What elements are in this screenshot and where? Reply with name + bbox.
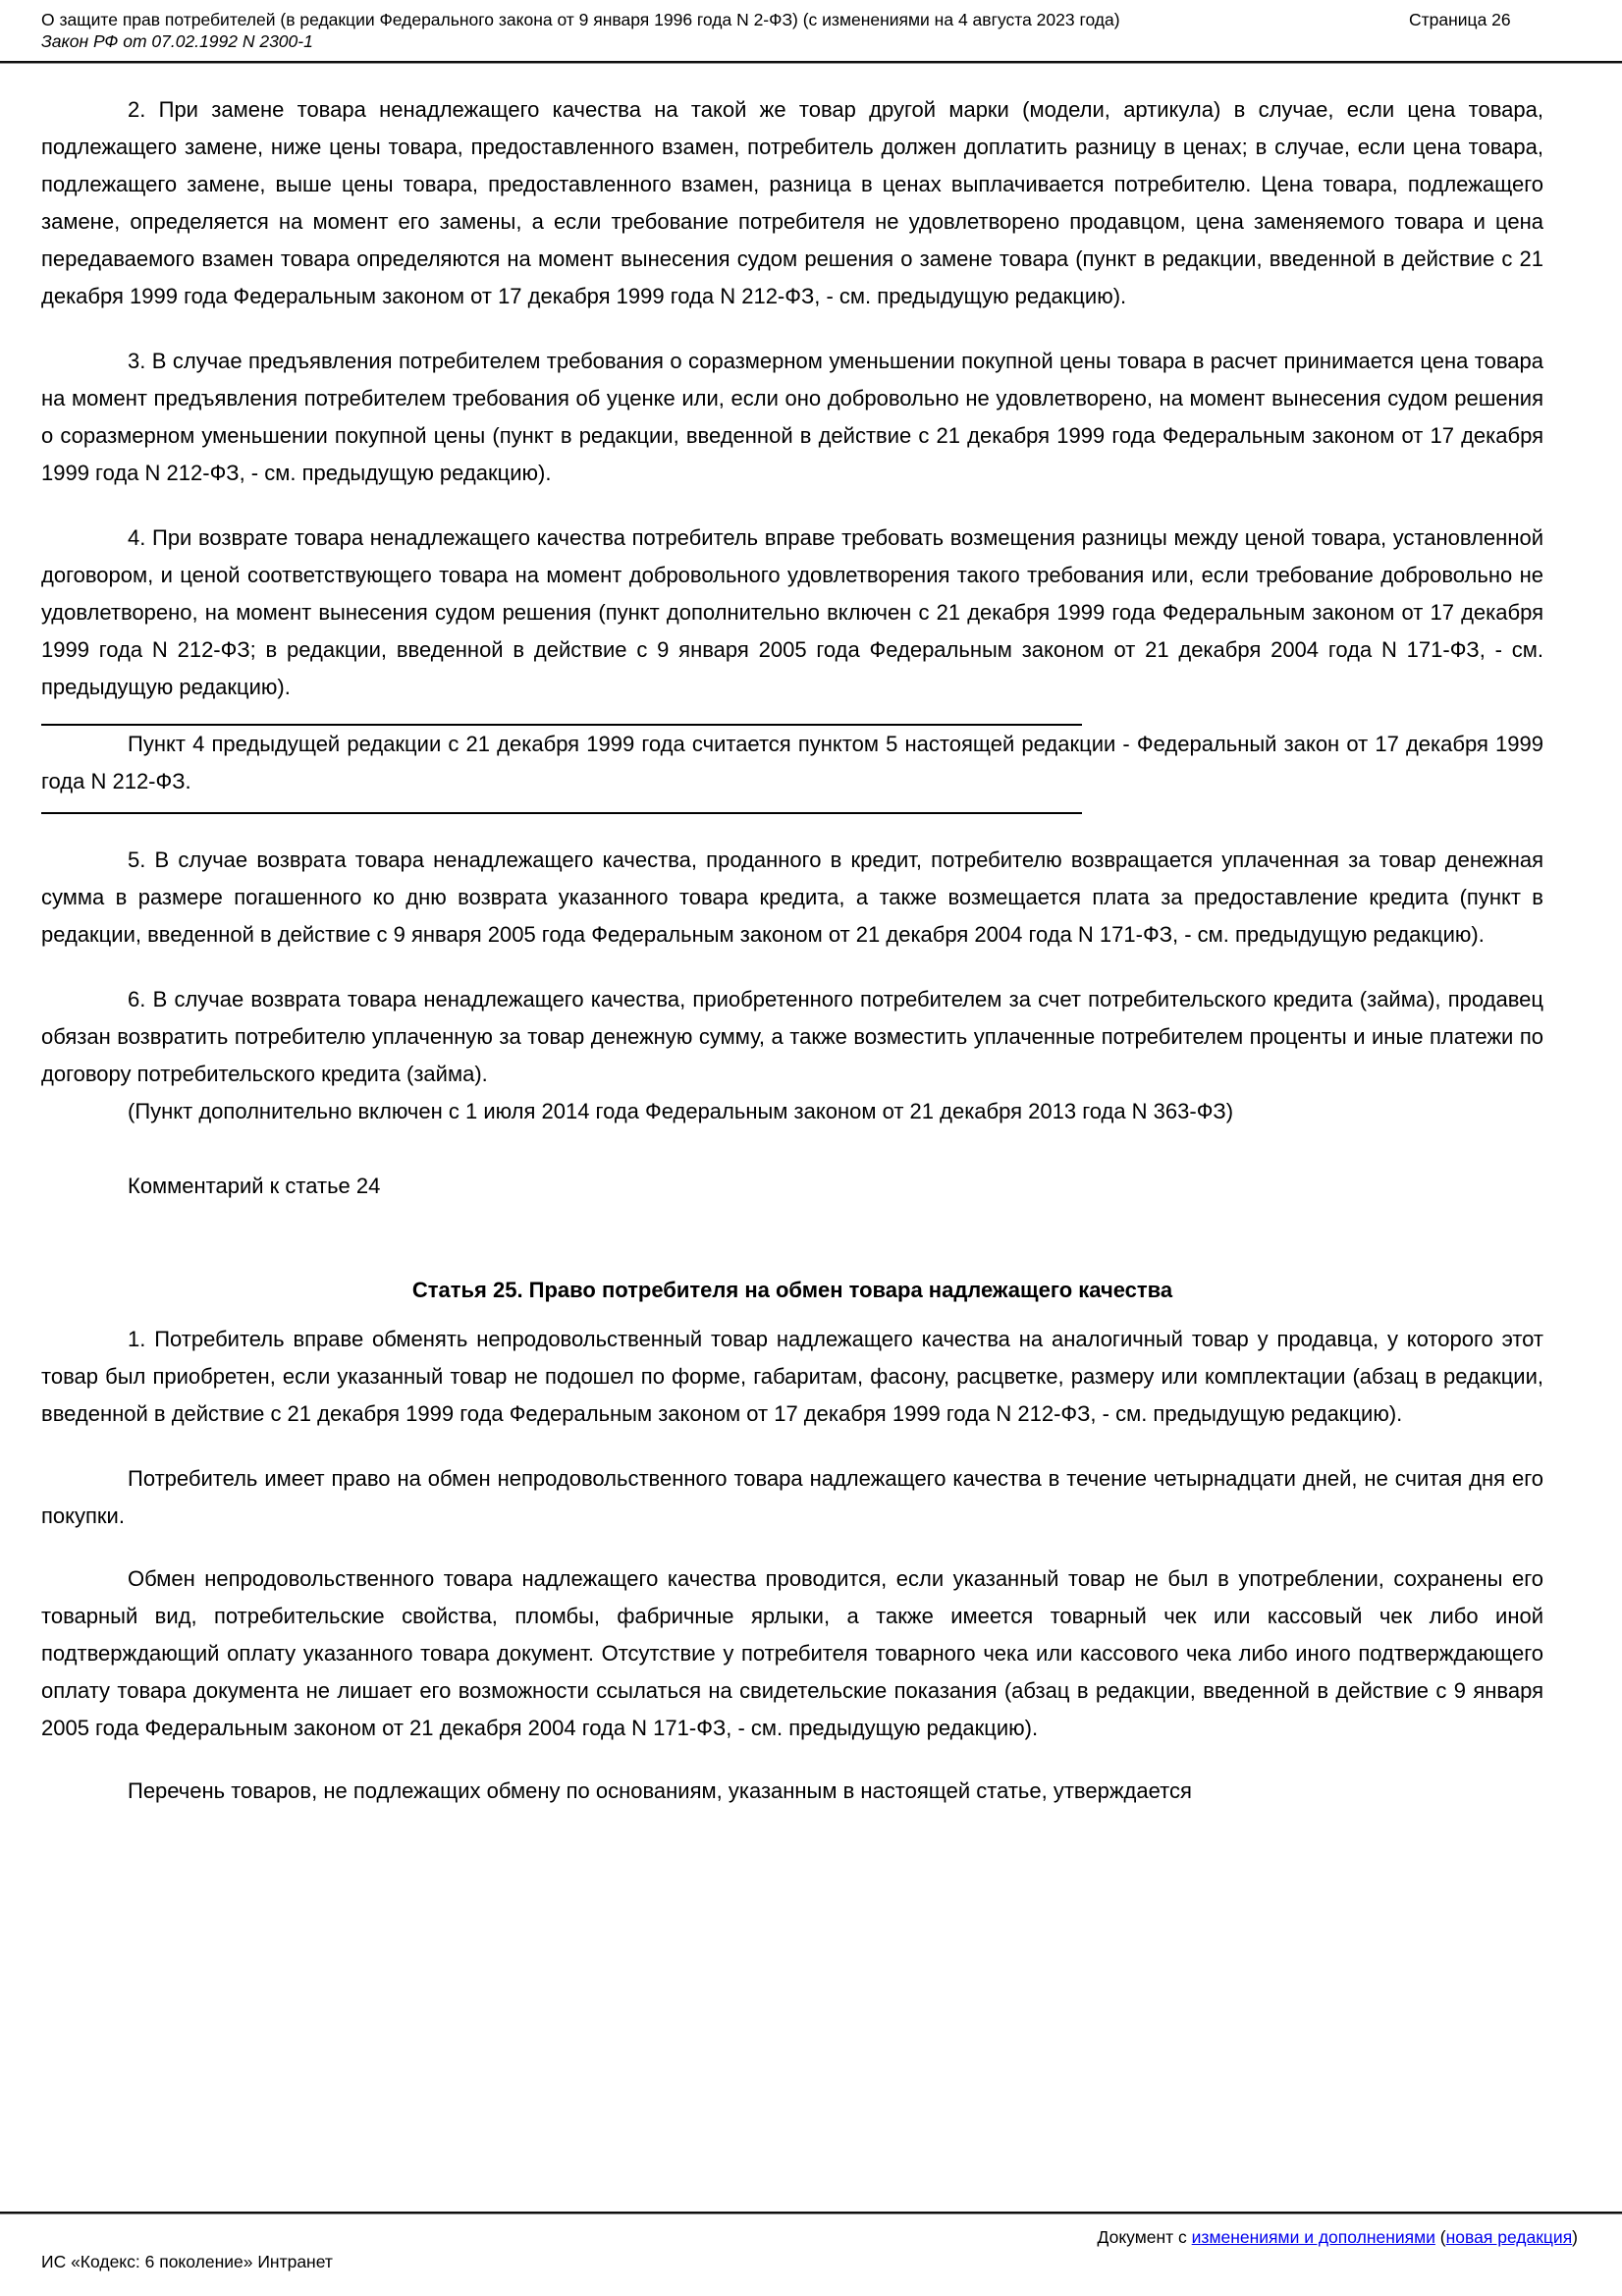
document-title: О защите прав потребителей (в редакции Федерального закона от 9 января 1996 года N 2-ФЗ) (с изменениями на 4 августа 2023 года) (41, 10, 1120, 29)
paragraph-article24-point2: 2. При замене товара ненадлежащего качества на такой же товар другой марки (модели, артикула) в случае, если цена товара, подлежащего замене, ниже цены товара, предоставленного взамен, потребитель должен доплатить разницу в ценах; в случае, если цена товара, подлежащего замене, выше цены товара, предоставленного взамен, разница в ценах выплачивается потребителю. Цена товара, подлежащего замене, определяется на момент его замены, а если требование потребителя не удовлетворено продавцом, цена заменяемого товара и цена передаваемого взамен товара определяются на момент вынесения судом решения о замене товара (пункт в редакции, введенной в действие с 21 декабря 1999 года Федеральным законом от 17 декабря 1999 года N 212-ФЗ, - см. предыдущую редакцию). (41, 97, 1543, 308)
article24-commentary-reference: Комментарий к статье 24 (128, 1174, 381, 1198)
paragraph-article24-point3: 3. В случае предъявления потребителем требования о соразмерном уменьшении покупной цены товара в расчет принимается цена товара на момент предъявления потребителем требования об уценке или, если оно добровольно не удовлетворено, на момент вынесения судом решения о соразмерном уменьшении покупной цены (пункт в редакции, введенной в действие с 21 декабря 1999 года Федеральным законом от 17 декабря 1999 года N 212-ФЗ, - см. предыдущую редакцию). (41, 349, 1543, 485)
paragraph-article24-point4: 4. При возврате товара ненадлежащего качества потребитель вправе требовать возмещения разницы между ценой товара, установленной договором, и ценой соответствующего товара на момент добровольного удовлетворения такого требования или, если требование добровольно не удовлетворено, на момент вынесения судом решения (пункт дополнительно включен с 21 декабря 1999 года Федеральным законом от 17 декабря 1999 года N 212-ФЗ; в редакции, введенной в действие с 9 января 2005 года Федеральным законом от 21 декабря 2004 года N 171-ФЗ, - см. предыдущую редакцию). (41, 525, 1543, 699)
paragraph-article25-point1-term: Потребитель имеет право на обмен непродовольственного товара надлежащего качества в течение четырнадцати дней, не считая дня его покупки. (41, 1466, 1543, 1528)
paragraph-article25-exchange-conditions: Обмен непродовольственного товара надлежащего качества проводится, если указанный товар не был в употреблении, сохранены его товарный вид, потребительские свойства, пломбы, фабричные ярлыки, а также имеется товарный чек или кассовый чек либо иной подтверждающий оплату указанного товара документ. Отсутствие у потребителя товарного чека или кассового чека либо иного подтверждающего оплату товара документа не лишает его возможности ссылаться на свидетельские показания (абзац в редакции, введенной в действие с 9 января 2005 года Федеральным законом от 21 декабря 2004 года N 171-ФЗ, - см. предыдущую редакцию). (41, 1566, 1543, 1740)
document-body (0, 91, 1622, 1810)
footer-divider (0, 2212, 1622, 2214)
paragraph-article24-point6: 6. В случае возврата товара ненадлежащего качества, приобретенного потребителем за счет потребительского кредита (займа), продавец обязан возвратить потребителю уплаченную за товар денежную сумму, а также возместить уплаченные потребителем проценты и иные платежи по договору потребительского кредита (займа). (41, 987, 1543, 1086)
paragraph-article25-point1: 1. Потребитель вправе обменять непродовольственный товар надлежащего качества на аналогичный товар у продавца, у которого этот товар был приобретен, если указанный товар не подошел по форме, габаритам, фасону, расцветке, размеру или комплектации (абзац в редакции, введенной в действие с 21 декабря 1999 года Федеральным законом от 17 декабря 1999 года N 212-ФЗ, - см. предыдущую редакцию). (41, 1327, 1543, 1426)
page-number-label: Страница 26 (1409, 10, 1511, 29)
document-id: Закон РФ от 07.02.1992 N 2300-1 (41, 31, 313, 51)
header-divider (0, 61, 1622, 64)
amendments-link[interactable]: изменениями и дополнениями (1191, 2227, 1435, 2247)
status-close-paren: ) (1572, 2227, 1578, 2247)
information-system-label: ИС «Кодекс: 6 поколение» Интранет (41, 2252, 333, 2271)
article25-heading: Статья 25. Право потребителя на обмен товара надлежащего качества (411, 1278, 1173, 1302)
editorial-note: Пункт 4 предыдущей редакции с 21 декабря 1999 года считается пунктом 5 настоящей редакции - Федеральный закон от 17 декабря 1999 года N 212-ФЗ. (41, 732, 1543, 793)
status-prefix: Документ с (1097, 2227, 1192, 2247)
page-footer (0, 2212, 1622, 2272)
editorial-note-divider-bottom (41, 812, 1082, 814)
paragraph-article24-point5: 5. В случае возврата товара ненадлежащего качества, проданного в кредит, потребителю возвращается уплаченная за товар денежная сумма в размере погашенного ко дню возврата указанного товара кредита, а также возмещается плата за предоставление кредита (пункт в редакции, введенной в действие с 9 января 2005 года Федеральным законом от 21 декабря 2004 года N 171-ФЗ, - см. предыдущую редакцию). (41, 847, 1543, 947)
new-edition-link[interactable]: новая редакция (1445, 2227, 1573, 2247)
paragraph-article25-list-partial: Перечень товаров, не подлежащих обмену по основаниям, указанным в настоящей статье, утверждается (128, 1778, 1192, 1803)
status-open-paren: ( (1434, 2227, 1446, 2247)
paragraph-article24-point6-note: (Пункт дополнительно включен с 1 июля 2014 года Федеральным законом от 21 декабря 2013 года N 363-ФЗ) (128, 1099, 1234, 1123)
page-header (0, 0, 1622, 52)
document-status-line (0, 2226, 1622, 2248)
